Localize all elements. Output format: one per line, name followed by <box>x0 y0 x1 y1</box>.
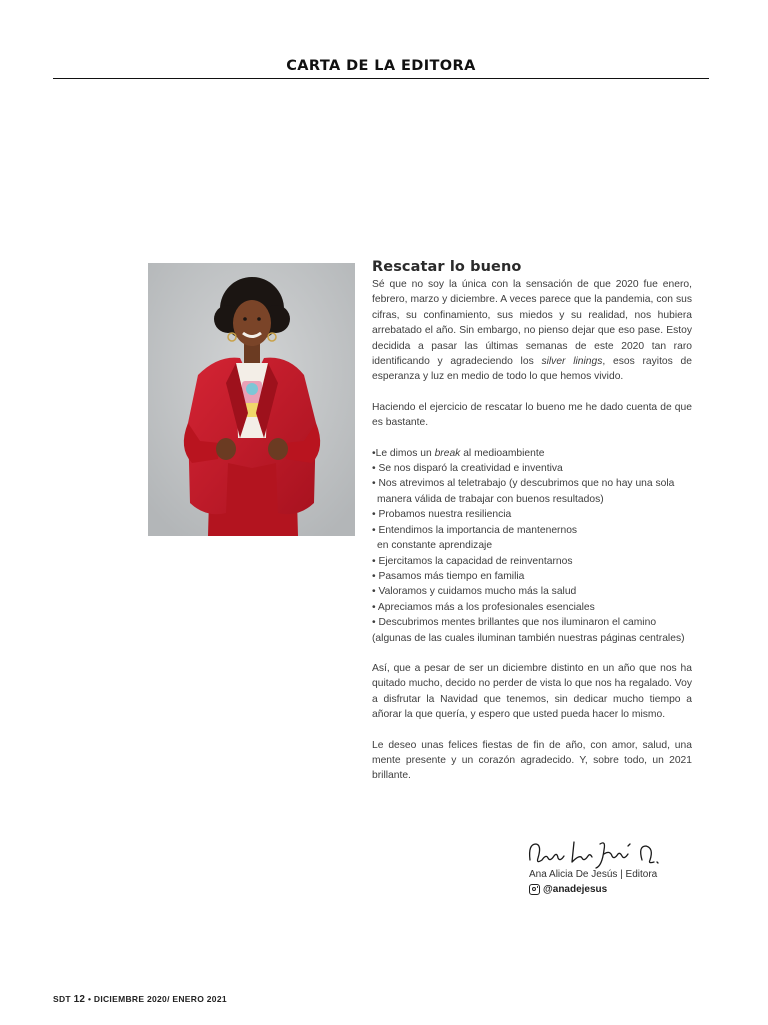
list-item: • Entendimos la importancia de mantenernos en constante aprendizaje <box>372 524 578 552</box>
editor-name: Ana Alicia De Jesús | Editora <box>529 869 658 880</box>
instagram-icon <box>529 884 540 895</box>
instagram-handle <box>529 884 607 895</box>
article-title: Rescatar lo bueno <box>372 259 522 275</box>
list-item: • Probamos nuestra resiliencia <box>372 509 512 521</box>
list-item: • Descubrimos mentes brillantes que nos iluminaron el camino (algunas de las cuales iluminan también nuestras páginas centrales) <box>372 617 685 644</box>
handwritten-signature <box>524 836 684 870</box>
page-footer: SDT 12 • DICIEMBRE 2020/ ENERO 2021 <box>53 994 227 1005</box>
second-paragraph: Haciendo el ejercicio de rescatar lo bueno me he dado cuenta de que es bastante. <box>372 401 692 429</box>
editorial-letter <box>372 259 692 784</box>
list-item: • Apreciamos más a los profesionales esenciales <box>372 601 595 613</box>
page-number: 12 <box>73 994 86 1005</box>
list-item: •Le dimos un break al medioambiente <box>372 447 545 459</box>
list-item: • Ejercitamos la capacidad de reinventarnos <box>372 555 573 567</box>
intro-paragraph: Sé que no soy la única con la sensación de que 2020 fue enero, febrero, marzo y diciembre. A veces parece que la pandemia, con sus cifras, su confinamiento, sus miedos y su realidad, nos hubiera arrebatado el año. Sin embargo, no pienso dejar que eso pase. Estoy decidida a pasar las últimas semanas de este 2020 tan raro identificando y agradeciendo los silver linings, esos rayitos de esperanza y luz en medio de todo lo que hemos vivido. <box>372 279 692 383</box>
third-paragraph: Así, que a pesar de ser un diciembre distinto en un año que nos ha quitado mucho, decido no perder de vista lo que nos ha regalado. Voy a disfrutar la Navidad que tenemos, sin dedicar mucho tiempo a añorar la que quería, y espero que usted pueda hacer lo mismo. <box>372 662 692 721</box>
handle-text: @anadejesus <box>543 884 608 895</box>
editor-photo <box>148 263 355 536</box>
header-divider <box>53 78 709 79</box>
list-item: • Pasamos más tiempo en familia <box>372 570 525 582</box>
good-things-list <box>372 446 692 646</box>
closing-paragraph: Le deseo unas felices fiestas de fin de año, con amor, salud, una mente presente y un corazón agradecido. Y, sobre todo, un 2021 brillante. <box>372 739 692 782</box>
section-title: CARTA DE LA EDITORA <box>286 58 476 74</box>
list-item: • Valoramos y cuidamos mucho más la salud <box>372 586 577 598</box>
list-item: • Nos atrevimos al teletrabajo (y descubrimos que no hay una sola manera válida de trabajar con buenos resultados) <box>372 478 675 505</box>
list-item: • Se nos disparó la creatividad e inventiva <box>372 463 563 475</box>
